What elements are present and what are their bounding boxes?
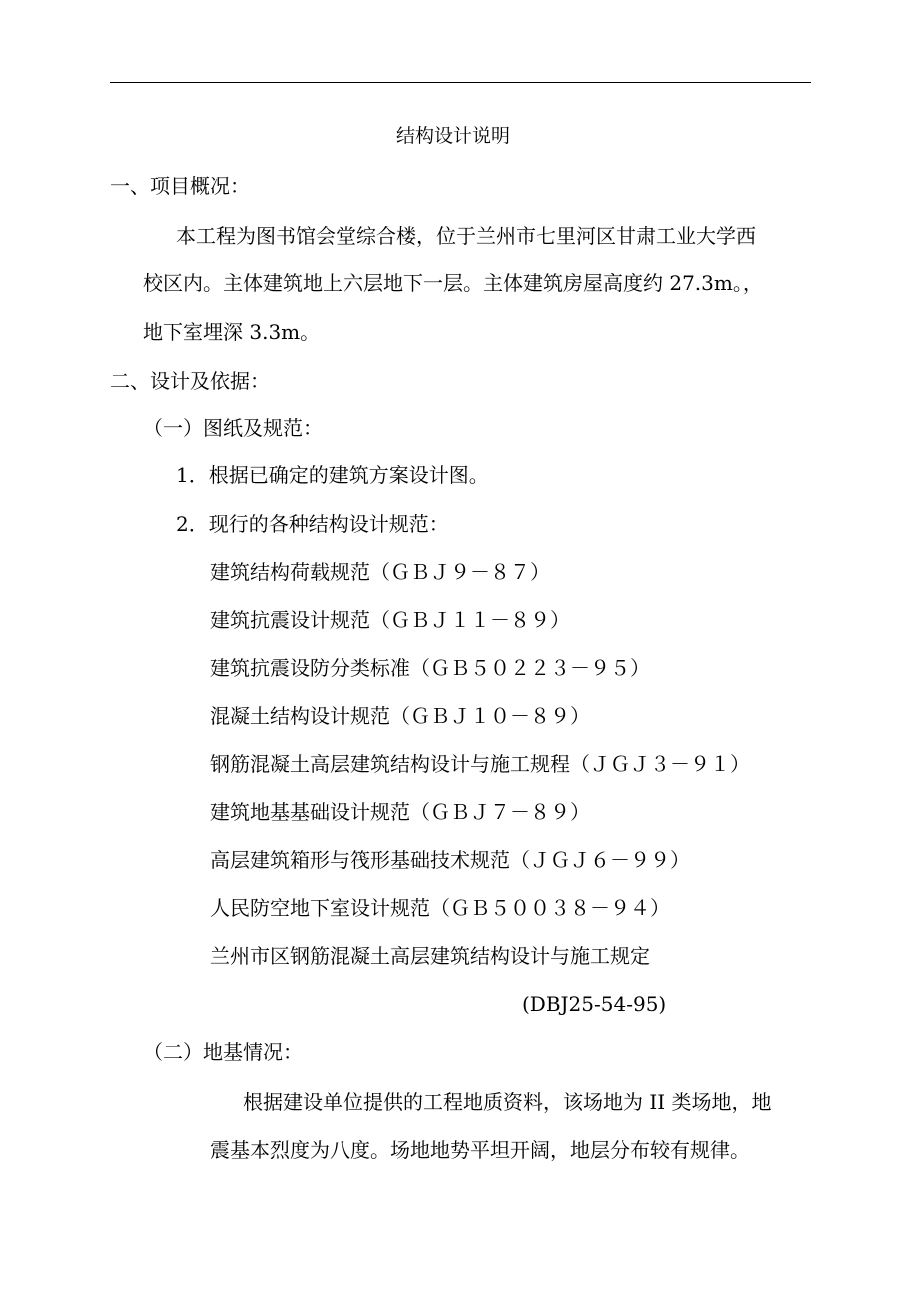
section-2-heading: 二、设计及依据： <box>110 369 270 393</box>
subsection-1-heading: （一）图纸及规范： <box>143 416 323 440</box>
code-list-item: 建筑抗震设计规范（ＧＢＪ１１－８９） <box>210 608 570 632</box>
code-list-item: 建筑地基基础设计规范（ＧＢＪ７－８９） <box>210 800 590 824</box>
page-title: 结构设计说明 <box>396 125 511 147</box>
section-1-paragraph-line: 地下室埋深 3.3m。 <box>143 320 321 344</box>
section-1-paragraph-line: 校区内。主体建筑地上六层地下一层。主体建筑房屋高度约 27.3m。， <box>143 271 763 295</box>
code-list-item: 高层建筑箱形与筏形基础技术规范（ＪＧＪ６－９９） <box>210 848 690 872</box>
subsection-2-paragraph-line: 震基本烈度为八度。场地地势平坦开阔，地层分布较有规律。 <box>210 1138 750 1162</box>
code-list-item: 兰州市区钢筋混凝土高层建筑结构设计与施工规定 <box>210 944 650 968</box>
subsection-2-paragraph-line: 根据建设单位提供的工程地质资料，该场地为 II 类场地，地 <box>243 1090 772 1114</box>
section-1-paragraph-line: 本工程为图书馆会堂综合楼，位于兰州市七里河区甘肃工业大学西 <box>176 224 756 248</box>
header-rule <box>110 82 811 83</box>
code-list-item: 钢筋混凝土高层建筑结构设计与施工规程（ＪＧＪ３－９１） <box>210 752 750 776</box>
list-item: 1．根据已确定的建筑方案设计图。 <box>176 463 489 487</box>
code-list-item: 建筑抗震设防分类标准（ＧＢ５０２２３－９５） <box>210 656 650 680</box>
code-suffix: (DBJ25-54-95) <box>522 992 667 1016</box>
code-list-item: 建筑结构荷载规范（ＧＢＪ９－８７） <box>210 560 550 584</box>
subsection-2-heading: （二）地基情况： <box>143 1040 303 1064</box>
code-list-item: 混凝土结构设计规范（ＧＢＪ１０－８９） <box>210 704 590 728</box>
list-item: 2．现行的各种结构设计规范： <box>176 512 449 536</box>
code-list-item: 人民防空地下室设计规范（ＧＢ５００３８－９４） <box>210 896 670 920</box>
section-1-heading: 一、项目概况： <box>110 174 250 198</box>
